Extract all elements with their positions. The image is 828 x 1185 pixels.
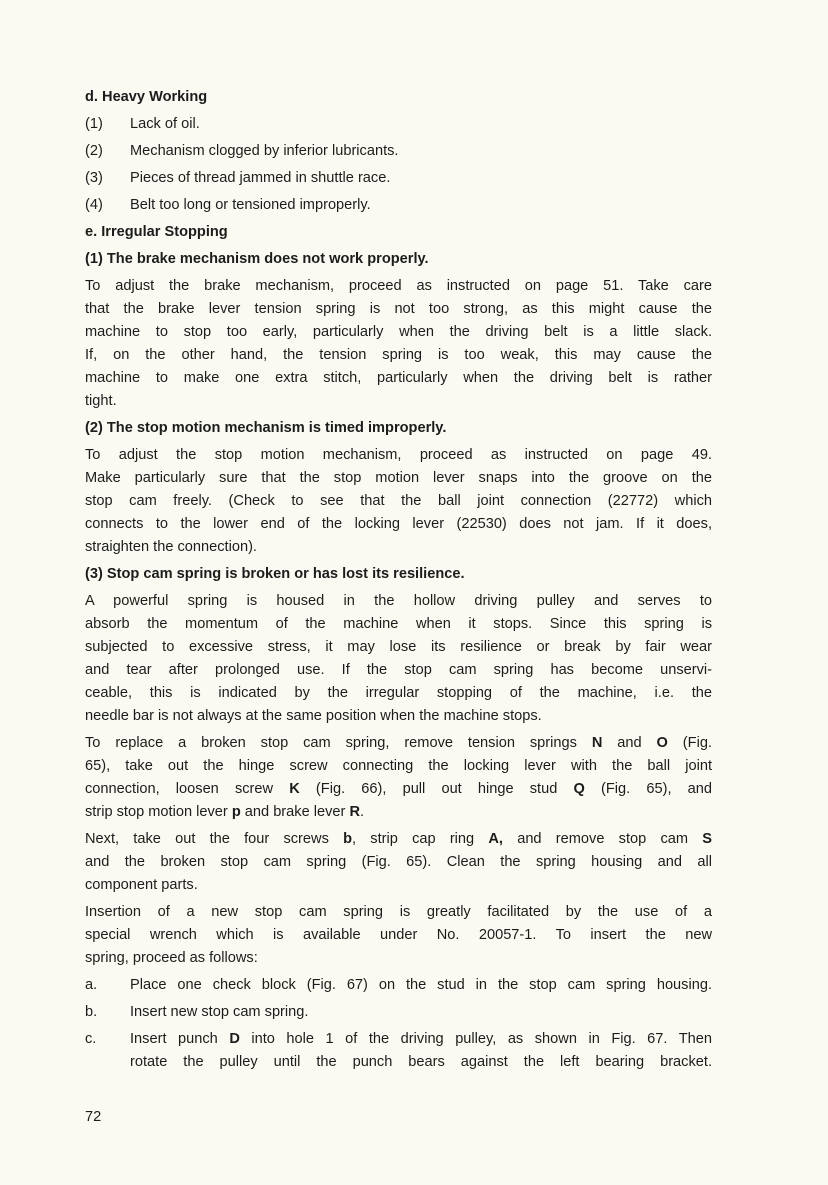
text-line: A powerful spring is housed in the hollow driving pulley and serves to: [85, 593, 712, 609]
section-heading: [85, 221, 712, 244]
text-line: machine to stop too early, particularly when the driving belt is a little slack.: [85, 324, 712, 340]
text-line: (1) The brake mechanism does not work properly.: [85, 251, 429, 267]
text-line: (3) Stop cam spring is broken or has lost its resilience.: [85, 566, 465, 582]
text-line: spring, proceed as follows:: [85, 950, 258, 966]
text-line: If, on the other hand, the tension spring is too weak, this may cause the: [85, 347, 712, 363]
page-content: [85, 82, 712, 1074]
list-item: [85, 113, 712, 136]
section-heading: [85, 86, 712, 109]
list-item-text: [130, 167, 712, 190]
text-line: To adjust the brake mechanism, proceed as instructed on page 51. Take care: [85, 278, 712, 294]
bold-reference: S: [702, 831, 712, 847]
text-line: tight.: [85, 393, 117, 409]
text-line: subjected to excessive stress, it may lose its resilience or break by fair wear: [85, 639, 712, 655]
text-segment: .: [360, 804, 365, 820]
text-line: and the broken stop cam spring (Fig. 65). Clean the spring housing and all: [85, 854, 712, 870]
page-number: 72: [85, 1109, 102, 1125]
text-line: Lack of oil.: [130, 116, 200, 132]
section-heading: [85, 248, 712, 271]
list-marker: (4): [85, 197, 103, 213]
section-heading: [85, 417, 712, 440]
bold-reference: A,: [488, 831, 503, 847]
bold-reference: b: [343, 831, 353, 847]
text-line: [85, 778, 712, 801]
text-segment: and remove stop cam: [502, 831, 703, 847]
text-line: machine to make one extra stitch, particularly when the driving belt is rather: [85, 370, 712, 386]
bold-reference: p: [231, 804, 241, 820]
text-line: d. Heavy Working: [85, 89, 208, 105]
text-line: rotate the pulley until the punch bears against the left bearing bracket.: [130, 1054, 712, 1070]
text-line: Pieces of thread jammed in shuttle race.: [130, 170, 391, 186]
bold-reference: K: [289, 781, 300, 797]
text-line: that the brake lever tension spring is not too strong, as this might cause the: [85, 301, 712, 317]
list-marker: (1): [85, 116, 103, 132]
text-line: absorb the momentum of the machine when it stops. Since this spring is: [85, 616, 712, 632]
bold-reference: N: [591, 735, 603, 751]
text-segment: into hole 1 of the driving pulley, as shown in Fig. 67. Then: [239, 1031, 712, 1047]
list-marker: (2): [85, 143, 103, 159]
list-item-text: [130, 1001, 712, 1024]
list-marker: c.: [85, 1031, 97, 1047]
list-item: [85, 1028, 712, 1074]
text-line: connects to the lower end of the locking lever (22530) does not jam. If it does,: [85, 516, 712, 532]
text-segment: Insert punch: [130, 1031, 230, 1047]
text-line: straighten the connection).: [85, 539, 257, 555]
paragraph: [85, 590, 712, 728]
paragraph: [85, 275, 712, 413]
text-segment: strip stop motion lever: [85, 804, 232, 820]
list-item: [85, 974, 712, 997]
list-item: [85, 167, 712, 190]
text-line: [85, 828, 712, 851]
text-line: [85, 801, 712, 824]
text-line: and tear after prolonged use. If the stop cam spring has become unservi-: [85, 662, 712, 678]
text-line: stop cam freely. (Check to see that the ball joint connection (22772) which: [85, 493, 712, 509]
text-line: (2) The stop motion mechanism is timed improperly.: [85, 420, 447, 436]
list-item: [85, 1001, 712, 1024]
text-line: To adjust the stop motion mechanism, proceed as instructed on page 49.: [85, 447, 712, 463]
text-line: Make particularly sure that the stop motion lever snaps into the groove on the: [85, 470, 712, 486]
bold-reference: D: [229, 1031, 240, 1047]
text-line: [130, 1028, 712, 1051]
list-item: [85, 194, 712, 217]
text-segment: Next, take out the four screws: [85, 831, 344, 847]
list-item-text: [130, 140, 712, 163]
text-line: 65), take out the hinge screw connecting the locking lever with the ball joint: [85, 758, 712, 774]
text-line: component parts.: [85, 877, 198, 893]
paragraph: [85, 828, 712, 897]
list-marker: b.: [85, 1004, 98, 1020]
list-marker: a.: [85, 977, 98, 993]
paragraph: [85, 732, 712, 824]
paragraph: [85, 444, 712, 559]
text-line: needle bar is not always at the same position when the machine stops.: [85, 708, 542, 724]
text-segment: and brake lever: [240, 804, 350, 820]
text-line: Mechanism clogged by inferior lubricants.: [130, 143, 399, 159]
text-line: special wrench which is available under No. 20057-1. To insert the new: [85, 927, 712, 943]
list-item-text: [130, 1028, 712, 1074]
list-item-text: [130, 194, 712, 217]
text-line: Insertion of a new stop cam spring is greatly facilitated by the use of a: [85, 904, 712, 920]
text-segment: , strip cap ring: [352, 831, 489, 847]
text-line: Belt too long or tensioned improperly.: [130, 197, 371, 213]
section-heading: [85, 563, 712, 586]
text-line: [85, 732, 712, 755]
text-segment: (Fig. 66), pull out hinge stud: [299, 781, 574, 797]
bold-reference: Q: [573, 781, 585, 797]
list-item-text: [130, 974, 712, 997]
text-segment: connection, loosen screw: [85, 781, 290, 797]
text-line: ceable, this is indicated by the irregular stopping of the machine, i.e. the: [85, 685, 712, 701]
bold-reference: R: [349, 804, 360, 820]
text-segment: (Fig. 65), and: [584, 781, 713, 797]
text-segment: To replace a broken stop cam spring, remove tension springs: [85, 735, 592, 751]
paragraph: [85, 901, 712, 970]
text-segment: (Fig.: [667, 735, 712, 751]
text-line: e. Irregular Stopping: [85, 224, 228, 240]
text-line: Place one check block (Fig. 67) on the stud in the stop cam spring housing.: [130, 977, 712, 993]
list-item: [85, 140, 712, 163]
text-segment: and: [602, 735, 657, 751]
list-item-text: [130, 113, 712, 136]
text-line: Insert new stop cam spring.: [130, 1004, 309, 1020]
list-marker: (3): [85, 170, 103, 186]
bold-reference: O: [656, 735, 668, 751]
